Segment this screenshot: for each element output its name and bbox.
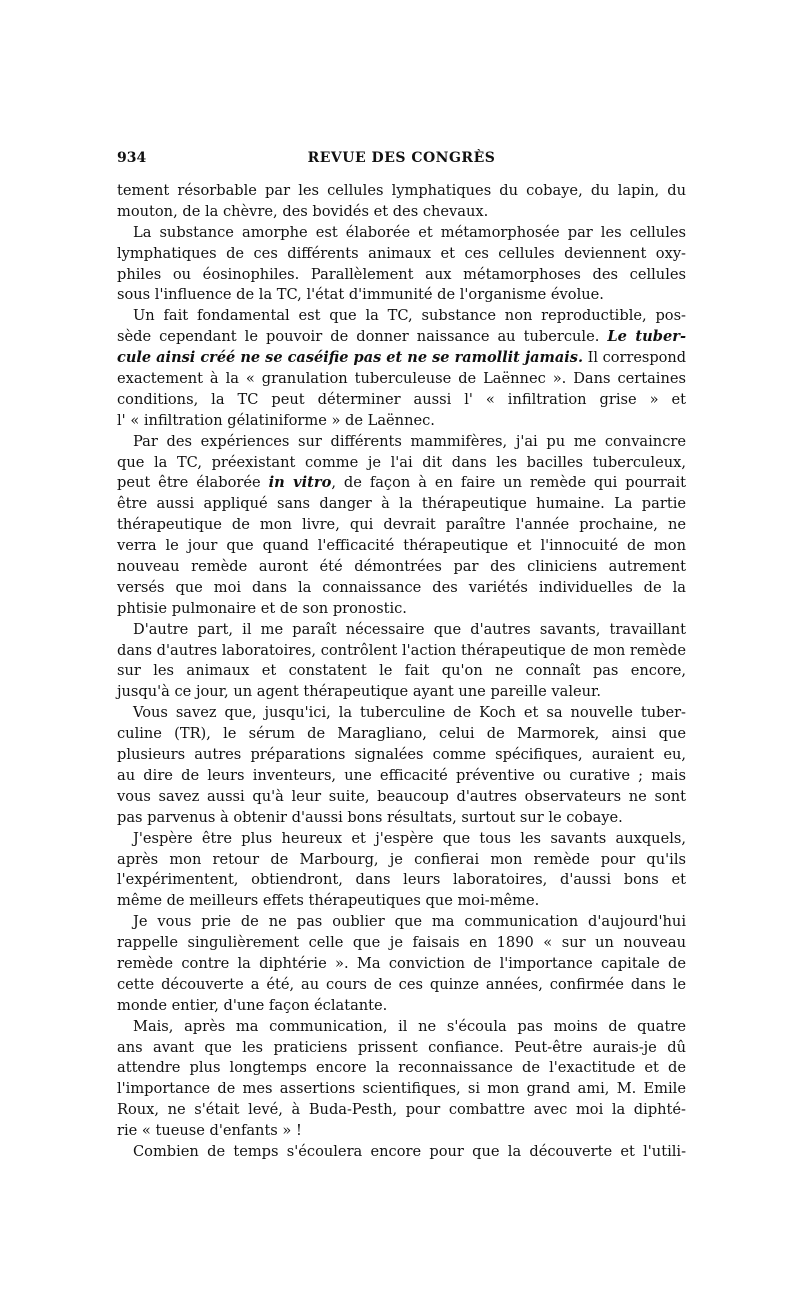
- text-line: nouveau remède auront été démontrées par des cliniciens autrement: [117, 558, 686, 576]
- paragraph: [117, 829, 686, 913]
- text-line: jusqu'à ce jour, un agent thérapeutique ayant une pareille valeur.: [117, 683, 602, 701]
- text-line: exactement à la « granulation tuberculeuse de Laënnec ». Dans certaines: [117, 370, 686, 388]
- text-line: ans avant que les praticiens prissent confiance. Peut-être aurais-je dû: [117, 1038, 686, 1056]
- text-line: sur les animaux et constatent le fait qu'on ne connaît pas encore,: [117, 662, 686, 680]
- text-line: tement résorbable par les cellules lymphatiques du cobaye, du lapin, du: [117, 182, 686, 199]
- text-line: thérapeutique de mon livre, qui devrait paraître l'année prochaine, ne: [117, 516, 686, 534]
- text-line-start: sède cependant le pouvoir de donner naissance au tubercule.: [117, 328, 600, 346]
- text-line: La substance amorphe est élaborée et métamorphosée par les cellules: [133, 223, 686, 241]
- text-line: philes ou éosinophiles. Parallèlement aux métamorphoses des cellules: [117, 265, 686, 283]
- text-line: lymphatiques de ces différents animaux et ces cellules deviennent oxy-: [117, 244, 686, 262]
- text-line: Combien de temps s'écoulera encore pour que la découverte et l'utili-: [133, 1142, 686, 1160]
- text-line: phtisie pulmonaire et de son pronostic.: [117, 599, 407, 617]
- paragraph: [117, 703, 686, 828]
- paragraph: [117, 1017, 686, 1142]
- text-line: être aussi appliqué sans danger à la thérapeutique humaine. La partie: [117, 495, 686, 513]
- text-line: l'importance de mes assertions scientifiques, si mon grand ami, M. Emile: [117, 1080, 686, 1098]
- paragraph: [117, 306, 686, 431]
- text-line: même de meilleurs effets thérapeutiques que moi-même.: [117, 892, 540, 910]
- paragraph: [117, 912, 686, 1016]
- italic-phrase: Le tuber-: [607, 328, 686, 346]
- text-line-rest: , de façon à en faire un remède qui pourrait: [331, 474, 686, 492]
- text-line: conditions, la TC peut déterminer aussi l' « infiltration grise » et: [117, 390, 686, 408]
- text-line: Vous savez que, jusqu'ici, la tuberculine de Koch et sa nouvelle tuber-: [133, 704, 686, 722]
- body-text: [117, 181, 686, 1163]
- text-line: verra le jour que quand l'efficacité thérapeutique et l'innocuité de mon: [117, 537, 686, 555]
- page-header: [117, 150, 686, 172]
- text-line: rie « tueuse d'enfants » !: [117, 1122, 302, 1140]
- text-line: [117, 348, 686, 369]
- running-head: REVUE DES CONGRÈS: [307, 150, 496, 166]
- paragraph: [117, 1142, 686, 1163]
- italic-phrase: cule ainsi créé ne se caséifie pas et ne se ramollit jamais.: [117, 349, 584, 367]
- text-line: [117, 327, 686, 348]
- paragraph: [117, 223, 686, 307]
- text-line: Roux, ne s'était levé, à Buda-Pesth, pour combattre avec moi la diphté-: [117, 1101, 686, 1119]
- text-line: sous l'influence de la TC, l'état d'immunité de l'organisme évolue.: [117, 286, 604, 304]
- paragraph: [117, 620, 686, 704]
- text-line: que la TC, préexistant comme je l'ai dit dans les bacilles tuberculeux,: [117, 453, 686, 471]
- page-number: 934: [117, 150, 147, 166]
- text-line-start: peut être élaborée: [117, 474, 261, 492]
- text-line-rest: Il correspond: [587, 350, 686, 367]
- text-line: attendre plus longtemps encore la reconnaissance de l'exactitude et de: [117, 1059, 686, 1077]
- text-line: vous savez aussi qu'à leur suite, beaucoup d'autres observateurs ne sont: [117, 787, 686, 805]
- text-line: après mon retour de Marbourg, je confierai mon remède pour qu'ils: [117, 850, 686, 868]
- text-line: au dire de leurs inventeurs, une efficacité préventive ou curative ; mais: [117, 766, 686, 784]
- paragraph: [117, 181, 686, 223]
- text-line: culine (TR), le sérum de Maragliano, celui de Marmorek, ainsi que: [117, 725, 686, 743]
- text-line: Par des expériences sur différents mammifères, j'ai pu me convaincre: [133, 432, 686, 450]
- text-line: pas parvenus à obtenir d'aussi bons résultats, surtout sur le cobaye.: [117, 808, 623, 826]
- text-line: dans d'autres laboratoires, contrôlent l'action thérapeutique de mon remède: [117, 641, 686, 659]
- text-line: rappelle singulièrement celle que je faisais en 1890 « sur un nouveau: [117, 934, 686, 952]
- text-line: l'expérimentent, obtiendront, dans leurs laboratoires, d'aussi bons et: [117, 871, 686, 889]
- text-line: monde entier, d'une façon éclatante.: [117, 996, 388, 1014]
- text-line: Un fait fondamental est que la TC, substance non reproductible, pos-: [133, 307, 686, 325]
- text-line: cette découverte a été, au cours de ces quinze années, confirmée dans le: [117, 975, 686, 993]
- text-line: l' « infiltration gélatiniforme » de Laënnec.: [117, 411, 435, 429]
- text-line: Je vous prie de ne pas oublier que ma communication d'aujourd'hui: [133, 913, 686, 931]
- text-line: D'autre part, il me paraît nécessaire que d'autres savants, travaillant: [133, 620, 686, 638]
- text-line: J'espère être plus heureux et j'espère que tous les savants auxquels,: [133, 829, 686, 847]
- text-line: [117, 473, 686, 494]
- text-line: remède contre la diphtérie ». Ma conviction de l'importance capitale de: [117, 954, 686, 972]
- paragraph: [117, 432, 686, 620]
- italic-phrase: in vitro: [268, 474, 332, 492]
- text-line: mouton, de la chèvre, des bovidés et des chevaux.: [117, 202, 489, 220]
- text-line: Mais, après ma communication, il ne s'écoula pas moins de quatre: [133, 1017, 686, 1035]
- text-line: plusieurs autres préparations signalées comme spécifiques, auraient eu,: [117, 746, 686, 764]
- text-line: versés que moi dans la connaissance des variétés individuelles de la: [117, 578, 686, 596]
